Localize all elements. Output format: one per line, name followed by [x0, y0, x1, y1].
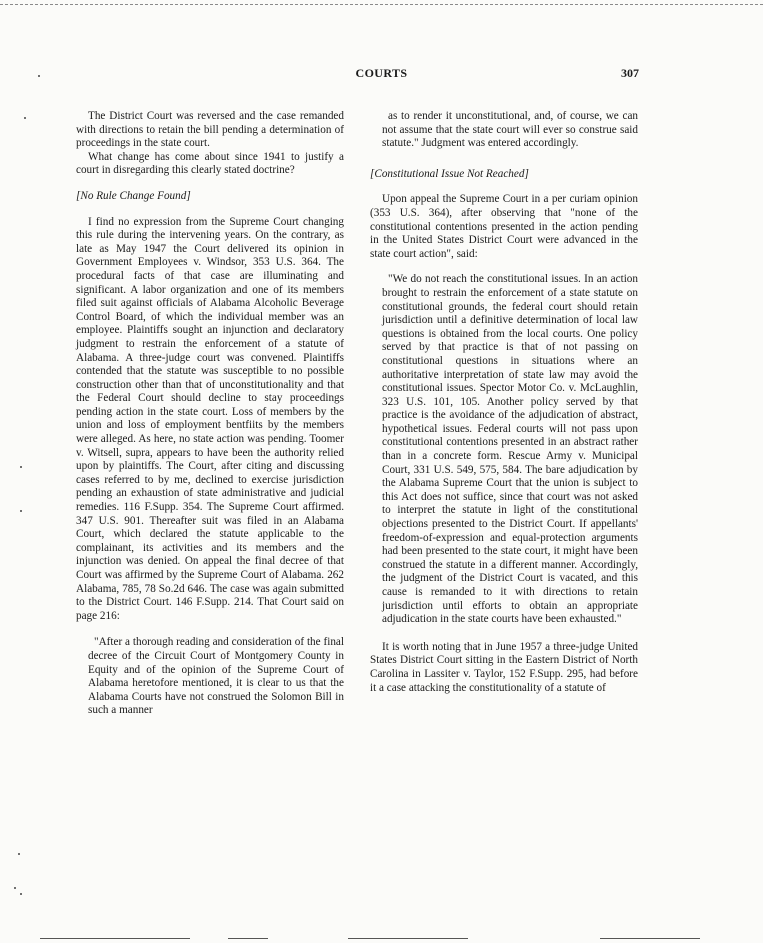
page-title: COURTS	[355, 66, 408, 80]
scan-speck	[20, 893, 22, 895]
paragraph: It is worth noting that in June 1957 a three-judge United States District Court sitting in the Eastern District of North Carolina in Lassiter v. Taylor, 152 F.Supp. 295, had before it a case attacking the constitutionality of a statute of	[370, 640, 638, 694]
scan-speck	[14, 887, 16, 889]
section-heading: [Constitutional Issue Not Reached]	[370, 167, 529, 180]
paragraph: I find no expression from the Supreme Court changing this rule during the intervening years. On the contrary, as late as May 1947 the Court delivered its opinion in Government Employees v. Windsor, 353 U.S. 364. The procedural facts of that case are illuminating and significant. A labor organization and one of its members filed suit against officials of Alabama Alcoholic Beverage Control Board, of which the individual member was an employee. Plaintiffs sought an injunction and declaratory judgment to restrain the enforcement of a statute of Alabama. A three-judge court was convened. Plaintiffs contended that the statute was susceptible to no possible construction other than that of unconstitutionality and that the Federal Court should decline to stay proceedings pending action in the state court. Loss of members by the union and loss of employment bentfiits by the members were alleged. As here, no state action was pending. Toomer v. Witsell, supra, appears to have been the authority relied upon by plaintiffs. The Court, after citing and discussing cases referred to by me, declined to exercise jurisdiction pending an exhaustion of state administrative and judicial remedies. 116 F.Supp. 354. The Supreme Court affirmed. 347 U.S. 901. Thereafter suit was filed in an Alabama Court, which declared the statute applicable to the complainant, its activities and its members and the injunction was denied. On appeal the final decree of that Court was affirmed by the Supreme Court of Alabama. 262 Alabama, 785, 78 So.2d 646. The case was again submitted to the District Court. 146 F.Supp. 214. That Court said on page 216:	[76, 215, 344, 622]
paragraph: Upon appeal the Supreme Court in a per curiam opinion (353 U.S. 364), after observing that "none of the constitutional contentions presented in the action pending in the United States District Court were advanced in the state court action", said:	[370, 193, 638, 260]
scan-speck	[20, 510, 22, 512]
block-quote-continued: as to render it unconstitutional, and, of course, we can not assume that the state court will ever so construe said statute." Judgment was entered accordingly.	[382, 110, 638, 150]
running-head	[0, 66, 763, 84]
scan-speck	[20, 466, 22, 468]
paragraph: The District Court was reversed and the case remanded with directions to retain the bill pending a determination of proceedings in the state court.	[76, 110, 344, 150]
top-dashed-border	[0, 4, 763, 5]
scan-edge-line	[600, 938, 700, 939]
scan-speck	[38, 75, 40, 77]
block-quote: "We do not reach the constitutional issues. In an action brought to restrain the enforcement of a state statute on constitutional grounds, the federal court should retain jurisdiction until a definitive determination of local law questions is obtained from the local courts. One policy served by that practice is that of not passing on constitutional questions in situations where an authoritative interpretation of state law may avoid the constitutional issues. Spector Motor Co. v. McLaughlin, 323 U.S. 101, 105. Another policy served by that practice is the avoidance of the adjudication of abstract, hypothetical issues. Federal courts will not pass upon constitutional contentions presented in an abstract rather than in a concrete form. Rescue Army v. Municipal Court, 331 U.S. 549, 575, 584. The bare adjudication by the Alabama Supreme Court that the union is subject to this Act does not suffice, since that court was not asked to interpret the statute in light of the constitutional objections presented to the District Court. If appellants' freedom-of-expression and equal-protection arguments had been presented to the state court, it might have been construed the statute in a different manner. Accordingly, the judgment of the District Court is vacated, and this cause is remanded to it with directions to retain jurisdiction until efforts to obtain an appropriate adjudication in the state courts have been exhausted."	[382, 273, 638, 626]
right-column	[370, 110, 638, 695]
scan-edge-line	[228, 938, 268, 939]
block-quote: "After a thorough reading and consideration of the final decree of the Circuit Court of Montgomery County in Equity and of the opinion of the Supreme Court of Alabama heretofore mentioned, it is clear to us that the Alabama Courts have not construed the Solomon Bill in such a manner	[88, 636, 344, 717]
paragraph: What change has come about since 1941 to justify a court in disregarding this clearly stated doctrine?	[76, 150, 344, 177]
scan-edge-line	[40, 938, 190, 939]
scan-edge-line	[348, 938, 468, 939]
scan-speck	[18, 853, 20, 855]
page-number: 307	[621, 66, 639, 80]
left-column	[76, 110, 344, 731]
section-heading: [No Rule Change Found]	[76, 189, 191, 202]
scan-speck	[24, 117, 26, 119]
